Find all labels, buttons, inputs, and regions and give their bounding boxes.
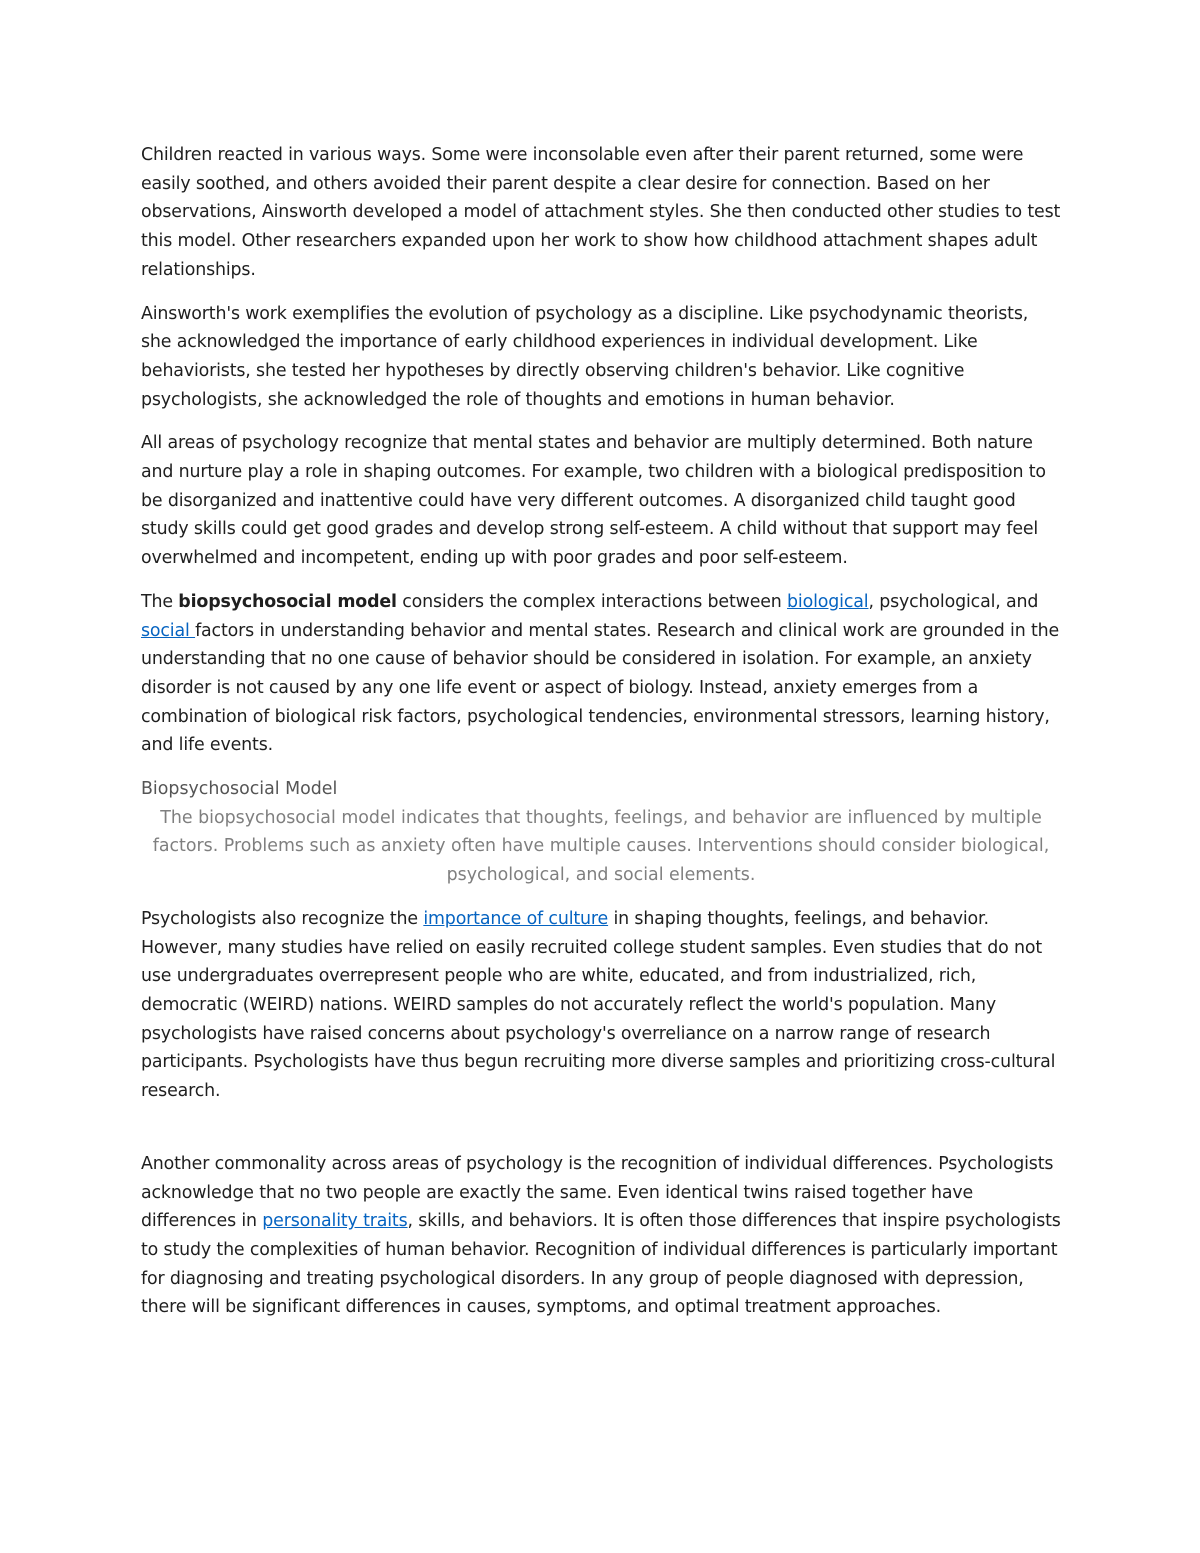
paragraph-attachment-reactions: Children reacted in various ways. Some were inconsolable even after their parent returned, some were easily soothed, and others avoided their parent despite a clear desire for connection. Based on her observations, Ainsworth developed a model of attachment styles. She then conducted other studies to test this model. Other researchers expanded upon her work to show how childhood attachment shapes adult relationships. (141, 145, 1061, 280)
paragraph-culture (141, 905, 1061, 1106)
link-biological[interactable]: biological (787, 591, 869, 612)
text-run: considers the complex interactions between (396, 591, 788, 612)
text-run: Another commonality across areas of psychology is the recognition of individual differences. Psychologists acknowledge that no two people are exactly the same. Even identical twins raised together have differences in (141, 1153, 1054, 1232)
paragraph-ainsworth-evolution: Ainsworth's work exemplifies the evolution of psychology as a discipline. Like psychodynamic theorists, she acknowledged the importance of early childhood experiences in individual development. Like behaviorists, she tested her hypotheses by directly observing children's behavior. Like cognitive psychologists, she acknowledged the role of thoughts and emotions in human behavior. (141, 303, 1029, 410)
blank-line (141, 1121, 1061, 1150)
link-social[interactable]: social (141, 620, 196, 641)
paragraph-multiply-determined: All areas of psychology recognize that mental states and behavior are multiply determined. Both nature and nurture play a role in shaping outcomes. For example, two children with a biological predisposition to be disorganized and inattentive could have very different outcomes. A disorganized child taught good study skills could get good grades and develop strong self-esteem. A child without that support may feel overwhelmed and incompetent, ending up with poor grades and poor self-esteem. (141, 433, 1046, 569)
figure-title: Biopsychosocial Model (141, 779, 338, 800)
link-personality-traits[interactable]: personality traits (262, 1211, 408, 1232)
paragraph-biopsychosocial (141, 588, 1061, 760)
link-importance-of-culture[interactable]: importance of culture (423, 908, 609, 929)
document-page (141, 141, 1061, 1337)
text-run: , skills, and behaviors. It is often those differences that inspire psychologists to study the complexities of human behavior. Recognition of individual differences is particularly important for diagnosing and treating psychological disorders. In any group of people diagnosed with depression, there will be significant differences in causes, symptoms, and optimal treatment approaches. (141, 1211, 1061, 1318)
bold-term-biopsychosocial-model: biopsychosocial model (178, 591, 397, 612)
text-run: in shaping thoughts, feelings, and behavior. However, many studies have relied on easily recruited college student samples. Even studies that do not use undergraduates overrepresent people who are white, educated, and from industrialized, rich, democratic (WEIRD) nations. WEIRD samples do not accurately reflect the world's population. Many psychologists have raised concerns about psychology's overreliance on a narrow range of research participants. Psychologists have thus begun recruiting more diverse samples and prioritizing cross-cultural research. (141, 908, 1056, 1102)
text-run: Psychologists also recognize the (141, 908, 424, 929)
text-run: , psychological, and (868, 591, 1039, 612)
text-run: The (141, 591, 179, 612)
paragraph-individual-differences (141, 1150, 1061, 1322)
text-run: factors in understanding behavior and mental states. Research and clinical work are grounded in the understanding that no one cause of behavior should be considered in isolation. For example, an anxiety disorder is not caused by any one life event or aspect of biology. Instead, anxiety emerges from a combination of biological risk factors, psychological tendencies, environmental stressors, learning history, and life events. (141, 620, 1060, 756)
figure-caption: The biopsychosocial model indicates that thoughts, feelings, and behavior are influenced by multiple factors. Problems such as anxiety often have multiple causes. Interventions should consider biological, psychological, and social elements. (152, 807, 1050, 886)
